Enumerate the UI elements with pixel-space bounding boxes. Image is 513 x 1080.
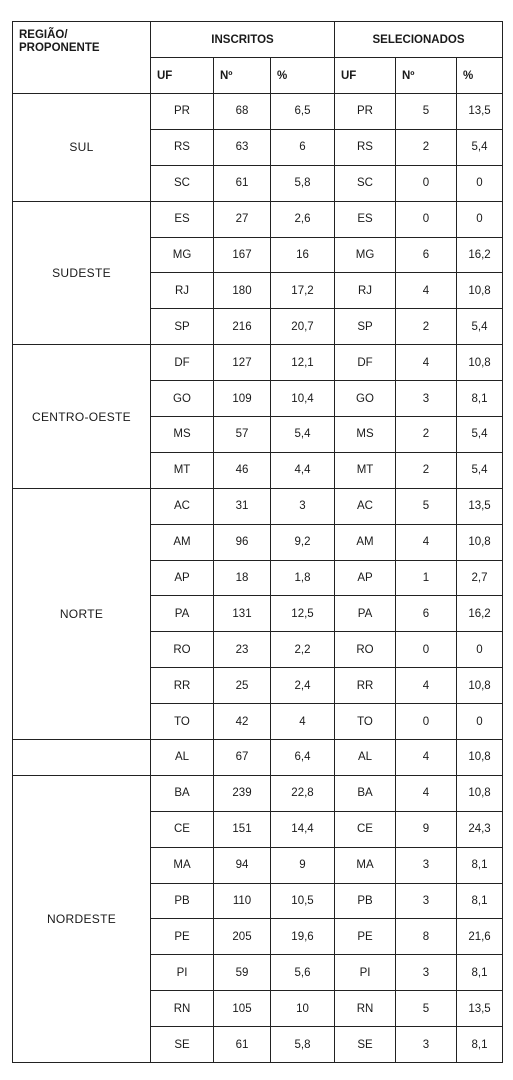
selecionados-n-cell: 0 — [396, 704, 457, 740]
selecionados-n-cell: 4 — [396, 740, 457, 776]
inscritos-uf-cell: PR — [151, 94, 214, 130]
selecionados-pct-cell: 0 — [457, 632, 503, 668]
table-row — [13, 775, 503, 811]
inscritos-pct-cell: 5,8 — [271, 165, 335, 201]
region-name-cell: SUDESTE — [13, 201, 151, 345]
inscritos-pct-cell: 2,4 — [271, 668, 335, 704]
inscritos-pct-cell: 19,6 — [271, 919, 335, 955]
selecionados-pct-cell: 0 — [457, 165, 503, 201]
inscritos-uf-cell: CE — [151, 811, 214, 847]
selecionados-n-cell: 3 — [396, 955, 457, 991]
selecionados-pct-cell: 16,2 — [457, 237, 503, 273]
selecionados-pct-cell: 16,2 — [457, 596, 503, 632]
inscritos-uf-cell: AC — [151, 488, 214, 524]
selecionados-uf-cell: MT — [335, 452, 396, 488]
inscritos-uf-cell: RR — [151, 668, 214, 704]
selecionados-n-cell: 4 — [396, 273, 457, 309]
selecionados-uf-cell: RN — [335, 991, 396, 1027]
inscritos-pct-cell: 5,6 — [271, 955, 335, 991]
selecionados-uf-cell: PB — [335, 883, 396, 919]
inscritos-n-cell: 110 — [214, 883, 271, 919]
inscritos-uf-cell: SC — [151, 165, 214, 201]
selecionados-n-cell: 4 — [396, 668, 457, 704]
selecionados-pct-cell: 10,8 — [457, 740, 503, 776]
selecionados-n-cell: 6 — [396, 237, 457, 273]
selecionados-pct-cell: 5,4 — [457, 129, 503, 165]
selecionados-pct-cell: 24,3 — [457, 811, 503, 847]
inscritos-n-cell: 109 — [214, 381, 271, 417]
selecionados-uf-cell: PI — [335, 955, 396, 991]
inscritos-uf-cell: RJ — [151, 273, 214, 309]
region-name-cell: CENTRO-OESTE — [13, 345, 151, 489]
inscritos-pct-cell: 5,8 — [271, 1027, 335, 1063]
inscritos-pct-cell: 5,4 — [271, 417, 335, 453]
selecionados-uf-cell: AC — [335, 488, 396, 524]
selecionados-pct-header: % — [457, 58, 503, 94]
inscritos-n-cell: 59 — [214, 955, 271, 991]
selecionados-pct-cell: 13,5 — [457, 94, 503, 130]
inscritos-uf-cell: ES — [151, 201, 214, 237]
selecionados-n-cell: 8 — [396, 919, 457, 955]
selecionados-pct-cell: 2,7 — [457, 560, 503, 596]
selecionados-uf-cell: AM — [335, 524, 396, 560]
region-header-line2: PROPONENTE — [19, 42, 100, 54]
inscritos-pct-cell: 14,4 — [271, 811, 335, 847]
inscritos-pct-cell: 4 — [271, 704, 335, 740]
selecionados-uf-cell: AP — [335, 560, 396, 596]
inscritos-n-cell: 25 — [214, 668, 271, 704]
inscritos-n-cell: 67 — [214, 740, 271, 776]
inscritos-uf-cell: AL — [151, 740, 214, 776]
inscritos-pct-cell: 4,4 — [271, 452, 335, 488]
selecionados-pct-cell: 8,1 — [457, 847, 503, 883]
inscritos-n-cell: 46 — [214, 452, 271, 488]
selecionados-uf-cell: MG — [335, 237, 396, 273]
inscritos-n-cell: 127 — [214, 345, 271, 381]
selecionados-pct-cell: 13,5 — [457, 991, 503, 1027]
inscritos-n-cell: 96 — [214, 524, 271, 560]
table-header — [13, 22, 503, 94]
selecionados-pct-cell: 13,5 — [457, 488, 503, 524]
inscritos-n-cell: 61 — [214, 1027, 271, 1063]
inscritos-pct-cell: 6 — [271, 129, 335, 165]
selecionados-n-header: Nº — [396, 58, 457, 94]
selecionados-n-cell: 0 — [396, 632, 457, 668]
selecionados-n-cell: 3 — [396, 847, 457, 883]
region-header — [13, 22, 151, 94]
inscritos-pct-cell: 16 — [271, 237, 335, 273]
selecionados-pct-cell: 10,8 — [457, 345, 503, 381]
selecionados-header: SELECIONADOS — [335, 22, 503, 58]
selecionados-pct-cell: 21,6 — [457, 919, 503, 955]
inscritos-n-cell: 57 — [214, 417, 271, 453]
registration-table — [12, 21, 503, 1063]
inscritos-pct-cell: 3 — [271, 488, 335, 524]
selecionados-n-cell: 1 — [396, 560, 457, 596]
inscritos-n-cell: 105 — [214, 991, 271, 1027]
inscritos-pct-cell: 6,5 — [271, 94, 335, 130]
inscritos-n-cell: 131 — [214, 596, 271, 632]
selecionados-uf-cell: PR — [335, 94, 396, 130]
selecionados-uf-header: UF — [335, 58, 396, 94]
selecionados-n-cell: 6 — [396, 596, 457, 632]
inscritos-n-cell: 31 — [214, 488, 271, 524]
selecionados-uf-cell: SE — [335, 1027, 396, 1063]
inscritos-n-cell: 61 — [214, 165, 271, 201]
inscritos-pct-cell: 2,6 — [271, 201, 335, 237]
inscritos-uf-cell: RS — [151, 129, 214, 165]
table-row — [13, 201, 503, 237]
inscritos-uf-cell: DF — [151, 345, 214, 381]
selecionados-n-cell: 4 — [396, 345, 457, 381]
inscritos-n-cell: 42 — [214, 704, 271, 740]
inscritos-uf-cell: BA — [151, 775, 214, 811]
selecionados-uf-cell: RR — [335, 668, 396, 704]
selecionados-n-cell: 5 — [396, 94, 457, 130]
selecionados-uf-cell: SP — [335, 309, 396, 345]
selecionados-n-cell: 2 — [396, 309, 457, 345]
table-row — [13, 345, 503, 381]
inscritos-uf-cell: TO — [151, 704, 214, 740]
inscritos-header: INSCRITOS — [151, 22, 335, 58]
inscritos-n-cell: 27 — [214, 201, 271, 237]
selecionados-pct-cell: 5,4 — [457, 452, 503, 488]
inscritos-uf-cell: MA — [151, 847, 214, 883]
table-row — [13, 488, 503, 524]
inscritos-uf-cell: SE — [151, 1027, 214, 1063]
selecionados-uf-cell: BA — [335, 775, 396, 811]
selecionados-uf-cell: AL — [335, 740, 396, 776]
table-row — [13, 740, 503, 776]
inscritos-pct-header: % — [271, 58, 335, 94]
selecionados-pct-cell: 5,4 — [457, 309, 503, 345]
selecionados-uf-cell: PE — [335, 919, 396, 955]
selecionados-pct-cell: 0 — [457, 704, 503, 740]
selecionados-uf-cell: RJ — [335, 273, 396, 309]
selecionados-uf-cell: CE — [335, 811, 396, 847]
region-name-cell — [13, 740, 151, 776]
selecionados-n-cell: 5 — [396, 991, 457, 1027]
inscritos-n-header: Nº — [214, 58, 271, 94]
selecionados-n-cell: 3 — [396, 381, 457, 417]
selecionados-uf-cell: MA — [335, 847, 396, 883]
inscritos-uf-cell: AP — [151, 560, 214, 596]
inscritos-uf-cell: MS — [151, 417, 214, 453]
selecionados-pct-cell: 0 — [457, 201, 503, 237]
inscritos-pct-cell: 10 — [271, 991, 335, 1027]
selecionados-uf-cell: GO — [335, 381, 396, 417]
inscritos-n-cell: 18 — [214, 560, 271, 596]
inscritos-uf-cell: PB — [151, 883, 214, 919]
document-page — [12, 21, 502, 1063]
inscritos-pct-cell: 22,8 — [271, 775, 335, 811]
selecionados-n-cell: 4 — [396, 775, 457, 811]
inscritos-uf-cell: MG — [151, 237, 214, 273]
inscritos-pct-cell: 10,5 — [271, 883, 335, 919]
selecionados-uf-cell: TO — [335, 704, 396, 740]
selecionados-uf-cell: MS — [335, 417, 396, 453]
selecionados-n-cell: 2 — [396, 417, 457, 453]
inscritos-n-cell: 68 — [214, 94, 271, 130]
selecionados-pct-cell: 8,1 — [457, 883, 503, 919]
selecionados-n-cell: 4 — [396, 524, 457, 560]
inscritos-pct-cell: 20,7 — [271, 309, 335, 345]
inscritos-uf-cell: GO — [151, 381, 214, 417]
selecionados-n-cell: 9 — [396, 811, 457, 847]
inscritos-pct-cell: 6,4 — [271, 740, 335, 776]
inscritos-pct-cell: 17,2 — [271, 273, 335, 309]
selecionados-n-cell: 2 — [396, 452, 457, 488]
inscritos-pct-cell: 9 — [271, 847, 335, 883]
inscritos-n-cell: 167 — [214, 237, 271, 273]
selecionados-pct-cell: 5,4 — [457, 417, 503, 453]
selecionados-n-cell: 5 — [396, 488, 457, 524]
inscritos-n-cell: 151 — [214, 811, 271, 847]
selecionados-pct-cell: 10,8 — [457, 273, 503, 309]
region-header-line1: REGIÃO/ — [19, 29, 68, 41]
selecionados-pct-cell: 10,8 — [457, 524, 503, 560]
selecionados-n-cell: 3 — [396, 1027, 457, 1063]
selecionados-uf-cell: ES — [335, 201, 396, 237]
inscritos-uf-cell: RN — [151, 991, 214, 1027]
selecionados-n-cell: 0 — [396, 165, 457, 201]
inscritos-n-cell: 23 — [214, 632, 271, 668]
table-body — [13, 94, 503, 1063]
inscritos-uf-cell: PI — [151, 955, 214, 991]
selecionados-uf-cell: RS — [335, 129, 396, 165]
inscritos-n-cell: 239 — [214, 775, 271, 811]
inscritos-pct-cell: 12,5 — [271, 596, 335, 632]
selecionados-pct-cell: 10,8 — [457, 775, 503, 811]
region-name-cell: NORTE — [13, 488, 151, 739]
selecionados-uf-cell: RO — [335, 632, 396, 668]
inscritos-pct-cell: 1,8 — [271, 560, 335, 596]
selecionados-pct-cell: 10,8 — [457, 668, 503, 704]
inscritos-uf-cell: RO — [151, 632, 214, 668]
selecionados-uf-cell: PA — [335, 596, 396, 632]
selecionados-pct-cell: 8,1 — [457, 955, 503, 991]
inscritos-n-cell: 180 — [214, 273, 271, 309]
inscritos-uf-cell: SP — [151, 309, 214, 345]
inscritos-uf-cell: AM — [151, 524, 214, 560]
selecionados-uf-cell: DF — [335, 345, 396, 381]
inscritos-n-cell: 63 — [214, 129, 271, 165]
inscritos-n-cell: 94 — [214, 847, 271, 883]
inscritos-pct-cell: 10,4 — [271, 381, 335, 417]
inscritos-n-cell: 205 — [214, 919, 271, 955]
inscritos-pct-cell: 12,1 — [271, 345, 335, 381]
table-row — [13, 94, 503, 130]
inscritos-pct-cell: 2,2 — [271, 632, 335, 668]
inscritos-uf-header: UF — [151, 58, 214, 94]
selecionados-n-cell: 2 — [396, 129, 457, 165]
region-name-cell: NORDESTE — [13, 775, 151, 1062]
region-name-cell: SUL — [13, 94, 151, 202]
selecionados-n-cell: 0 — [396, 201, 457, 237]
inscritos-uf-cell: PE — [151, 919, 214, 955]
selecionados-n-cell: 3 — [396, 883, 457, 919]
inscritos-uf-cell: MT — [151, 452, 214, 488]
inscritos-n-cell: 216 — [214, 309, 271, 345]
inscritos-uf-cell: PA — [151, 596, 214, 632]
selecionados-pct-cell: 8,1 — [457, 1027, 503, 1063]
selecionados-uf-cell: SC — [335, 165, 396, 201]
selecionados-pct-cell: 8,1 — [457, 381, 503, 417]
inscritos-pct-cell: 9,2 — [271, 524, 335, 560]
